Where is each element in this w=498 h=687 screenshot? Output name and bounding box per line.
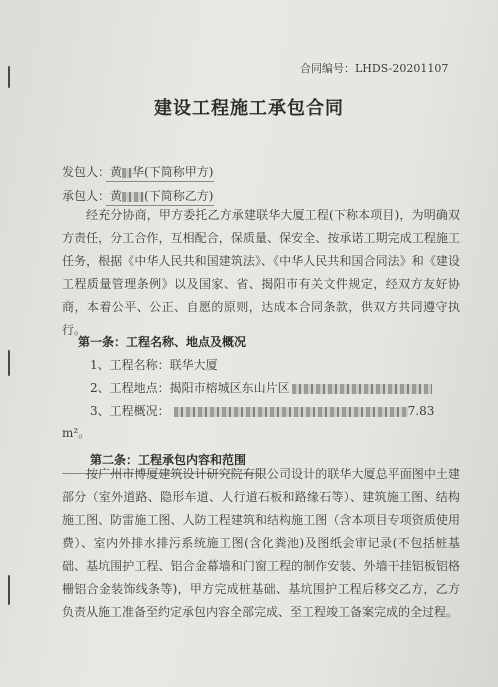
project-location-text: 2、工程地点：揭阳市榕城区东山片区 bbox=[90, 381, 290, 395]
party-b-suffix: (下简称乙方) bbox=[144, 189, 214, 203]
party-b-label: 承包人： bbox=[62, 189, 111, 203]
project-overview-tail: 7.83 bbox=[407, 404, 435, 418]
party-b-name: 黄 bbox=[110, 189, 123, 203]
party-a-suffix: (下简称甲方) bbox=[144, 165, 214, 179]
project-overview-unit: m²。 bbox=[62, 426, 91, 440]
redaction-mark bbox=[174, 407, 408, 417]
project-location-item bbox=[90, 379, 432, 396]
contract-title: 建设工程施工承包合同 bbox=[154, 98, 344, 119]
redaction-mark bbox=[292, 384, 432, 394]
article-1-heading: 第一条：工程名称、地点及概况 bbox=[78, 335, 247, 349]
party-a-underline bbox=[106, 181, 214, 182]
project-overview-item bbox=[90, 402, 434, 419]
project-name-item: 1、工程名称：联华大厦 bbox=[90, 358, 218, 372]
contract-number: 合同编号：LHDS-20201107 bbox=[300, 62, 449, 75]
scope-paragraph: 按广州市博厦建筑设计研究院有限公司设计的联华大厦总平面图中土建部分（室外道路、隐形车道、人行道石板和路缘石等）、建筑施工图、结构施工图、防雷施工图、人防工程建筑和结构施工图（含本项目专项资质使用费）、室内外排水排污系统施工图(含化粪池)及图纸会审记录(不包括桩基础、基坑围护工程、铝合金幕墙和门窗工程的制作安装、外墙干挂铝板铝格栅铝合金装饰线条等)，甲方完成桩基础、基坑围护工程后移交乙方，乙方负责从施工准备至约定承包内容全部完成、至工程竣工备案完成的全过程。 bbox=[62, 467, 460, 619]
party-a-name-tail: 华 bbox=[132, 165, 145, 179]
article-2-heading: 第二条：工程承包内容和范围 bbox=[90, 453, 247, 467]
intro-paragraph: 经充分协商，甲方委托乙方承建联华大厦工程(下称本项目)，为明确双方责任，分工合作，互相配合，保质量、保安全、按承诺工期完成工程施工任务，根据《中华人民共和国建筑法》、《中华人民共和国合同法》和《建设工程质量管理条例》以及国家、省、揭阳市有关文件规定，经双方友好协商，本着公平、公正、自愿的原则，达成本合同条款，供双方共同遵守执行。 bbox=[62, 208, 460, 337]
party-b-line bbox=[62, 188, 213, 204]
party-a-name: 黄 bbox=[110, 165, 123, 179]
redaction-mark bbox=[122, 168, 132, 178]
redaction-mark bbox=[122, 192, 144, 202]
project-overview-label: 3、工程概况： bbox=[90, 404, 170, 418]
punch-hole-mark bbox=[8, 575, 10, 605]
party-a-label: 发包人： bbox=[62, 165, 111, 179]
punch-hole-mark bbox=[8, 350, 10, 376]
punch-hole-mark bbox=[8, 66, 10, 88]
party-a-line bbox=[62, 164, 213, 180]
